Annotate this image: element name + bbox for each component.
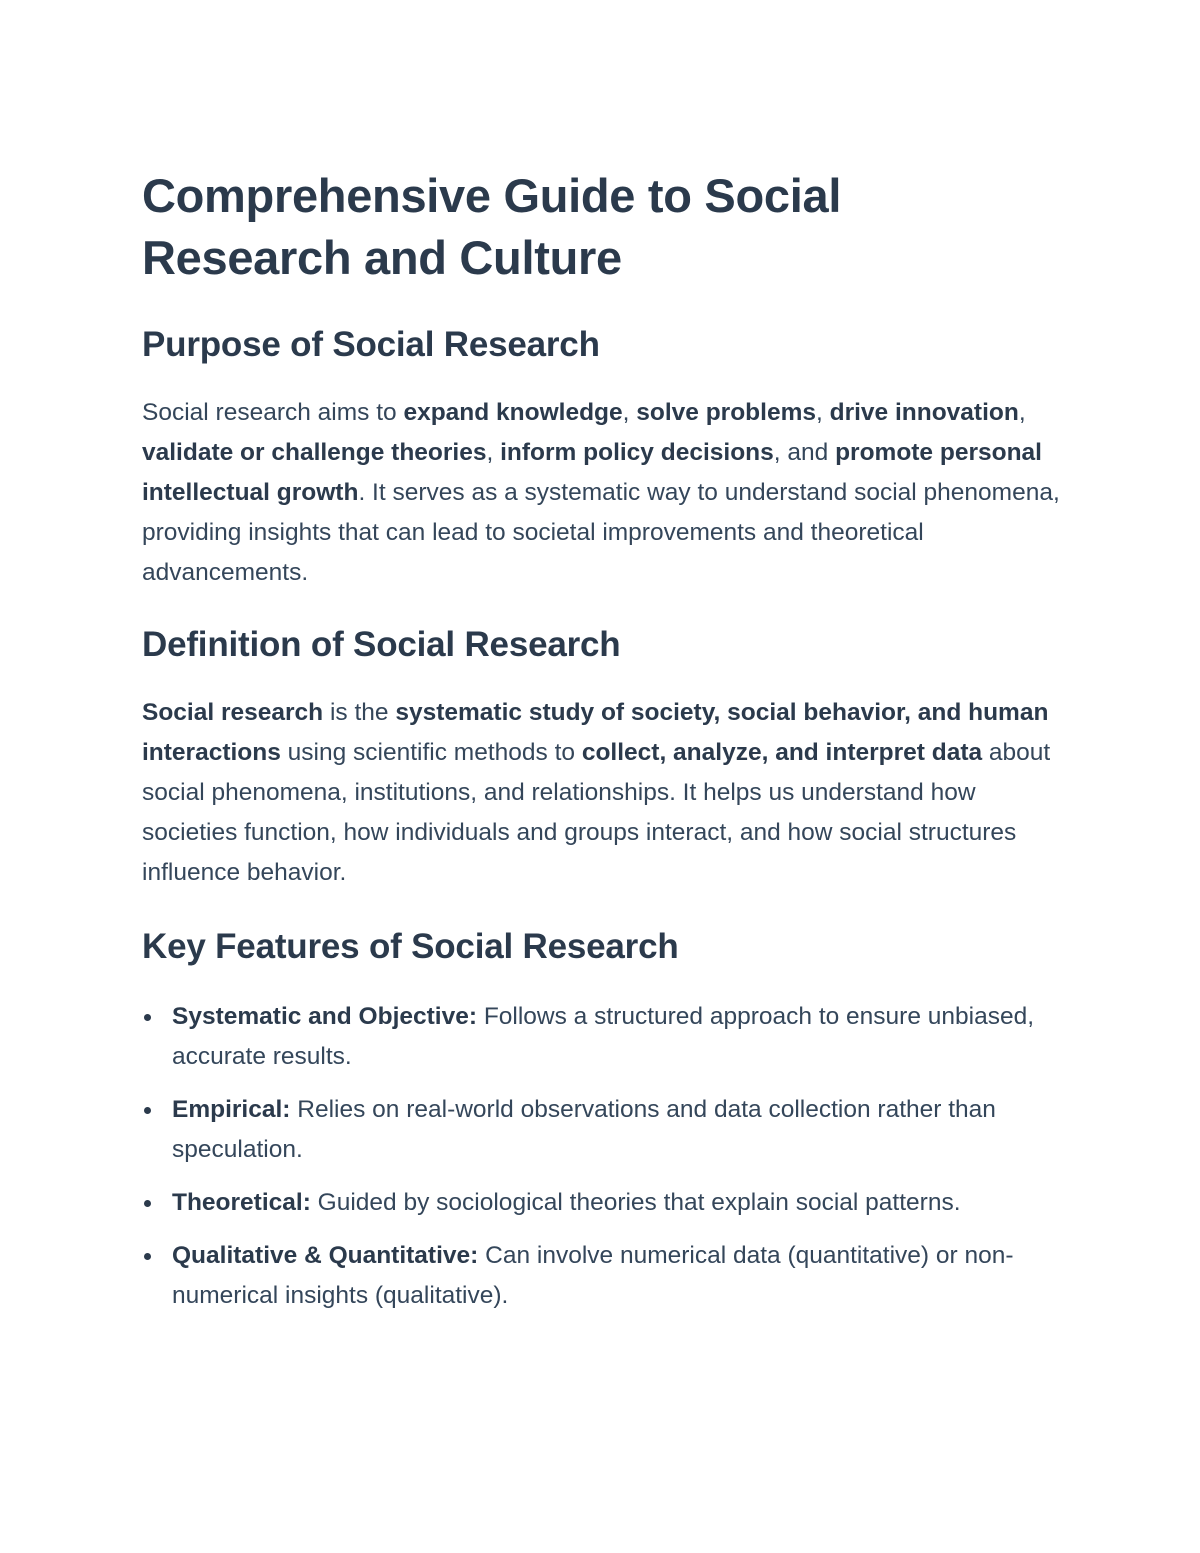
feature-term: Qualitative & Quantitative:: [172, 1242, 479, 1269]
list-item: [142, 1183, 1062, 1223]
definition-bold-2: systematic study of society, social behavior, and human interactions: [142, 699, 1049, 766]
bullet-icon: [144, 1200, 151, 1207]
purpose-bold-2: solve problems: [636, 399, 816, 426]
purpose-heading: Purpose of Social Research: [142, 325, 600, 364]
definition-text-2: using scientific methods to: [280, 739, 582, 766]
document-page: [142, 165, 1062, 1329]
bullet-icon: [144, 1107, 151, 1114]
purpose-text-4: ,: [1018, 399, 1026, 426]
purpose-bold-1: expand knowledge: [403, 399, 623, 426]
purpose-bold-4: validate or challenge theories: [142, 439, 487, 466]
feature-term: Empirical:: [172, 1096, 291, 1123]
purpose-text-5: ,: [486, 439, 501, 466]
purpose-text-2: ,: [622, 399, 637, 426]
purpose-bold-5: inform policy decisions: [500, 439, 774, 466]
purpose-text-3: ,: [815, 399, 830, 426]
purpose-text-7: . It serves as a systematic way to understand social phenomena, providing insights that can lead to societal improvements and theoretical advancements.: [142, 479, 1060, 586]
bullet-icon: [144, 1014, 151, 1021]
feature-term: Systematic and Objective:: [172, 1003, 478, 1030]
feature-text: Relies on real-world observations and data collection rather than speculation.: [172, 1096, 996, 1163]
list-item: [142, 1236, 1062, 1316]
purpose-bold-3: drive innovation: [829, 399, 1019, 426]
list-item: [142, 997, 1062, 1077]
feature-text: Can involve numerical data (quantitative) or non-numerical insights (qualitative).: [172, 1242, 1014, 1309]
definition-bold-1: Social research: [142, 699, 324, 726]
feature-term: Theoretical:: [172, 1189, 311, 1216]
purpose-text-6: , and: [773, 439, 836, 466]
purpose-paragraph: [142, 393, 1062, 593]
definition-text-3: about social phenomena, institutions, and relationships. It helps us understand how societies function, how individuals and groups interact, and how social structures influence behavior.: [142, 739, 1051, 886]
bullet-icon: [144, 1253, 151, 1260]
document-title: Comprehensive Guide to Social Research and Culture: [142, 169, 842, 284]
features-list: [142, 997, 1062, 1316]
definition-paragraph: [142, 693, 1062, 893]
definition-text-1: is the: [323, 699, 396, 726]
features-heading: Key Features of Social Research: [142, 927, 679, 966]
list-item: [142, 1090, 1062, 1170]
definition-bold-3: collect, analyze, and interpret data: [581, 739, 983, 766]
purpose-bold-6: promote personal intellectual growth: [142, 439, 1042, 506]
feature-text: Guided by sociological theories that explain social patterns.: [310, 1189, 961, 1216]
feature-text: Follows a structured approach to ensure unbiased, accurate results.: [172, 1003, 1035, 1070]
purpose-text-1: Social research aims to: [142, 399, 404, 426]
definition-heading: Definition of Social Research: [142, 625, 621, 664]
